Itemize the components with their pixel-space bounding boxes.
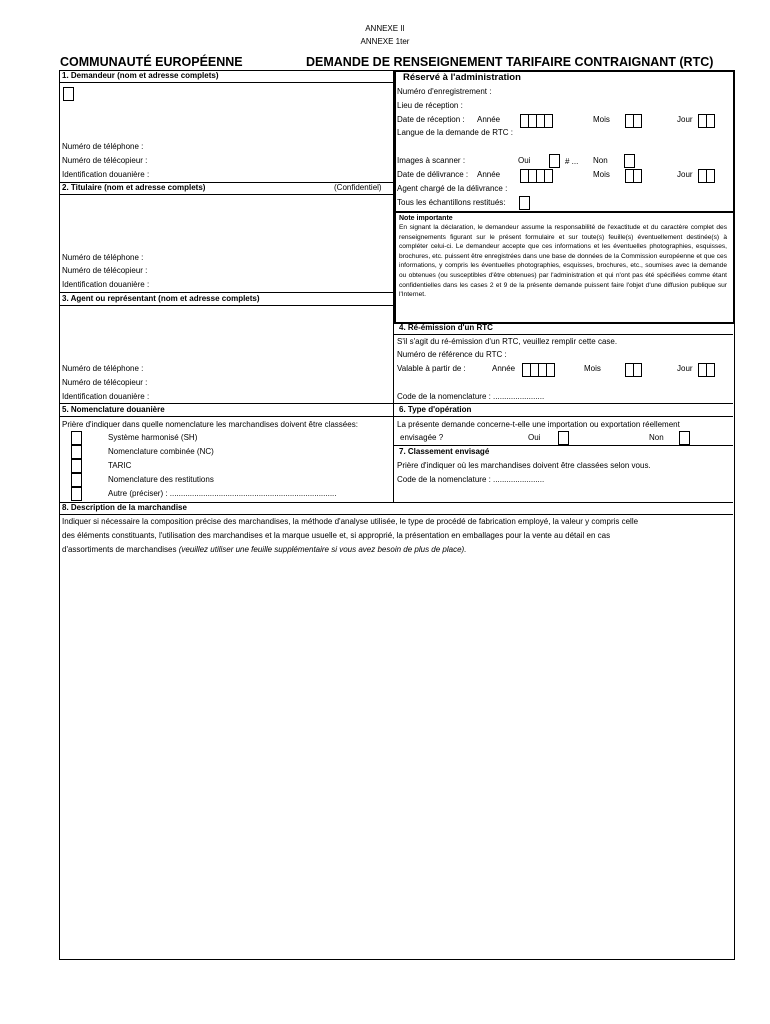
no-checkbox[interactable] xyxy=(679,431,690,445)
annex-label-2: ANNEXE 1ter xyxy=(360,37,410,46)
box5-instructions: Prière d'indiquer dans quelle nomenclature les marchandises doivent être classées: xyxy=(62,420,358,429)
box6-title: 6. Type d'opération xyxy=(399,405,472,414)
year-label: Année xyxy=(492,364,516,373)
box8-line-2: des éléments constituants, l'utilisation des marchandises et la marque usuelle et, si approprié, la présentation en emballages pour la vente au détail en cas xyxy=(62,531,611,540)
box2-customs-id: Identification douanière : xyxy=(62,280,150,289)
community-title: COMMUNAUTÉ EUROPÉENNE xyxy=(60,55,243,69)
box4-title: 4. Ré-émission d'un RTC xyxy=(399,323,493,332)
month-cells[interactable] xyxy=(626,114,642,126)
admin-reg-number: Numéro d'enregistrement : xyxy=(397,87,492,96)
box4-instructions: S'il s'agit du ré-émission d'un RTC, veuillez remplir cette case. xyxy=(397,337,618,346)
admin-date-delivery: Date de délivrance : xyxy=(397,170,469,179)
day-label: Jour xyxy=(677,364,693,373)
divider xyxy=(393,445,733,446)
yes-label: Oui xyxy=(528,433,541,442)
day-label: Jour xyxy=(677,170,693,179)
images-yes-label: Oui xyxy=(518,156,531,165)
admin-agent: Agent chargé de la délivrance : xyxy=(397,184,508,193)
divider xyxy=(394,334,733,335)
year-cells[interactable] xyxy=(523,363,555,375)
description-area[interactable] xyxy=(62,558,730,956)
note-text: En signant la déclaration, le demandeur assume la responsabilité de l'exactitude et du caractère complet des renseignements figurant sur le présent formulaire et sur toute(s) feuille(s) éventuellement destinée(s) à compléter celui-ci. Le demandeur accepte que ces informations et les éventuelles photographies, esquisses, brochures, etc. puissent être enregistrées dans une base de données de la Commission européenne et que ces informations, y compris les éventuelles photographies, esquisses, brochures, etc., soumises avec la demande ou obtenues (ou susceptibles d'être obtenues) par l'administration et qui n'ont pas été spécifiées comme étant confidentielles dans les cases 2 et 9 de la présente demande puissent faire l'objet d'une diffusion publique sur l'Internet. xyxy=(399,224,727,299)
box2-title: 2. Titulaire (nom et adresse complets) xyxy=(62,183,206,192)
images-yes-checkbox[interactable] xyxy=(549,154,560,168)
month-cells[interactable] xyxy=(626,363,642,375)
no-label: Non xyxy=(649,433,664,442)
box8-line-3 xyxy=(62,545,466,555)
year-label: Année xyxy=(477,115,501,124)
samples-checkbox[interactable] xyxy=(519,196,530,210)
admin-title: Réservé à l'administration xyxy=(403,72,521,83)
box3-phone: Numéro de téléphone : xyxy=(62,364,144,373)
day-cells[interactable] xyxy=(699,169,715,181)
box3-title: 3. Agent ou représentant (nom et adresse complets) xyxy=(62,294,260,303)
box2-fax: Numéro de télécopieur : xyxy=(62,266,148,275)
option-label: TARIC xyxy=(108,461,132,470)
box3-fax: Numéro de télécopieur : xyxy=(62,378,148,387)
box1-checkbox[interactable] xyxy=(63,87,74,101)
admin-date-reception: Date de réception : xyxy=(397,115,465,124)
divider xyxy=(59,194,393,195)
divider xyxy=(59,305,393,306)
option-label: Nomenclature des restitutions xyxy=(108,475,214,484)
box1-customs-id: Identification douanière : xyxy=(62,170,150,179)
month-label: Mois xyxy=(584,364,601,373)
box1-phone: Numéro de téléphone : xyxy=(62,142,144,151)
images-no-label: Non xyxy=(593,156,608,165)
month-cells[interactable] xyxy=(626,169,642,181)
box2-phone: Numéro de téléphone : xyxy=(62,253,144,262)
divider xyxy=(59,292,393,293)
images-hash: # ... xyxy=(565,157,579,166)
box6-question-2: envisagée ? xyxy=(400,433,444,442)
admin-images: Images à scanner : xyxy=(397,156,466,165)
box8-line-1: Indiquer si nécessaire la composition précise des marchandises, la méthode d'analyse utilisée, le type de procédé de fabrication employé, la valeur y compris celle xyxy=(62,517,639,526)
box4-ref: Numéro de référence du RTC : xyxy=(397,350,507,359)
day-label: Jour xyxy=(677,115,693,124)
note-title: Note importante xyxy=(399,215,453,222)
option-checkbox[interactable] xyxy=(71,473,82,487)
month-label: Mois xyxy=(593,115,610,124)
option-checkbox[interactable] xyxy=(71,487,82,501)
divider xyxy=(59,514,733,515)
year-cells[interactable] xyxy=(521,169,553,181)
box8-title: 8. Description de la marchandise xyxy=(62,503,187,512)
form-title: DEMANDE DE RENSEIGNEMENT TARIFAIRE CONTRAIGNANT (RTC) xyxy=(306,55,714,69)
box8-note: (veuillez utiliser une feuille supplémentaire si vous avez besoin de plus de place). xyxy=(178,545,467,554)
option-checkbox[interactable] xyxy=(71,459,82,473)
year-label: Année xyxy=(477,170,501,179)
divider xyxy=(59,82,393,83)
admin-place: Lieu de réception : xyxy=(397,101,463,110)
box7-title: 7. Classement envisagé xyxy=(399,447,490,456)
year-cells[interactable] xyxy=(521,114,553,126)
box4-code: Code de la nomenclature : ....................... xyxy=(397,392,545,401)
box2-confidential: (Confidentiel) xyxy=(334,183,382,192)
annex-label: ANNEXE II xyxy=(365,24,405,33)
option-label: Autre (préciser) : ........................................................................... xyxy=(108,489,337,498)
box7-code: Code de la nomenclature : ....................... xyxy=(397,475,545,484)
admin-language: Langue de la demande de RTC : xyxy=(397,128,513,137)
box1-title: 1. Demandeur (nom et adresse complets) xyxy=(62,71,219,80)
images-no-checkbox[interactable] xyxy=(624,154,635,168)
month-label: Mois xyxy=(593,170,610,179)
option-label: Système harmonisé (SH) xyxy=(108,433,198,442)
option-checkbox[interactable] xyxy=(71,431,82,445)
day-cells[interactable] xyxy=(699,363,715,375)
yes-checkbox[interactable] xyxy=(558,431,569,445)
box6-question: La présente demande concerne-t-elle une importation ou exportation réellement xyxy=(397,420,680,429)
box3-customs-id: Identification douanière : xyxy=(62,392,150,401)
day-cells[interactable] xyxy=(699,114,715,126)
option-checkbox[interactable] xyxy=(71,445,82,459)
box4-valid: Valable à partir de : xyxy=(397,364,466,373)
box1-fax: Numéro de télécopieur : xyxy=(62,156,148,165)
divider xyxy=(59,403,733,404)
box8-line-3-text: d'assortiments de marchandises xyxy=(62,545,179,554)
box7-instructions: Prière d'indiquer où les marchandises doivent être classées selon vous. xyxy=(397,461,651,470)
box5-title: 5. Nomenclature douanière xyxy=(62,405,165,414)
admin-samples: Tous les échantillons restitués: xyxy=(397,198,506,207)
option-label: Nomenclature combinée (NC) xyxy=(108,447,214,456)
divider xyxy=(59,416,733,417)
